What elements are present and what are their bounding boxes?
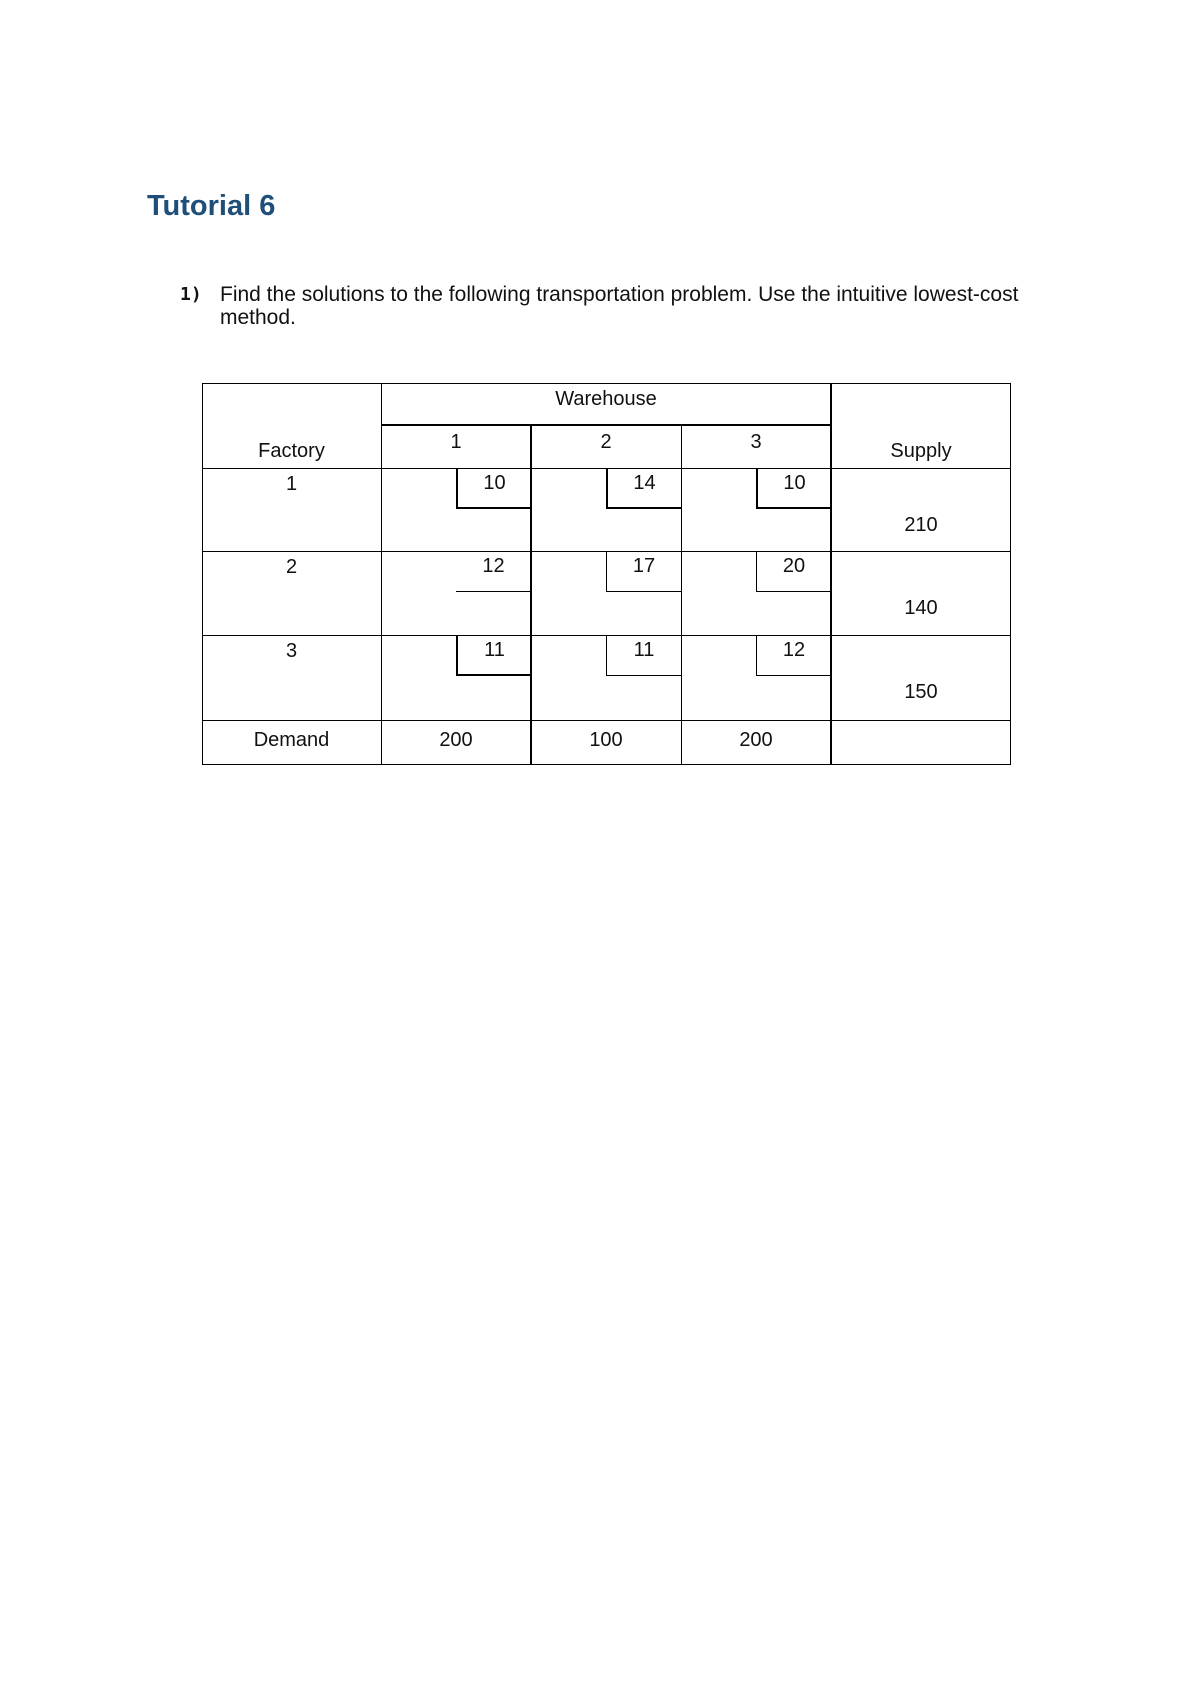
demand-col-3: 200 [739,729,773,751]
table-hline [202,720,1011,721]
demand-label: Demand [253,729,330,751]
factory-header: Factory [258,440,325,462]
cost-cell-3-2: 11 [606,635,681,676]
question-text: Find the solutions to the following transportation problem. Use the intuitive lowest-cost method. [220,283,1019,329]
cost-cell-2-1: 12 [456,551,531,592]
factory-row-2: 2 [285,556,298,578]
supply-row-2: 140 [904,597,938,619]
supply-header: Supply [890,440,952,462]
question-number: 1) [180,284,202,305]
demand-col-2: 100 [589,729,623,751]
cost-cell-3-1: 11 [456,635,531,676]
warehouse-col-3: 3 [750,431,762,453]
table-border-bottom [202,764,1011,765]
cost-cell-2-3: 20 [756,551,831,592]
warehouse-col-1: 1 [450,431,462,453]
cost-cell-1-3: 10 [756,468,831,509]
table-border-top [202,383,1011,384]
warehouse-header: Warehouse [555,388,657,410]
cost-cell-3-3: 12 [756,635,831,676]
warehouse-col-2: 2 [600,431,612,453]
question-1 [180,283,1020,329]
table-hline-thick [381,424,831,426]
factory-row-3: 3 [285,640,298,662]
cost-cell-1-1: 10 [456,468,531,509]
demand-col-1: 200 [439,729,473,751]
page-title: Tutorial 6 [147,190,276,222]
supply-row-1: 210 [904,514,938,536]
factory-row-1: 1 [285,473,298,495]
table-vline [681,425,682,765]
cost-cell-2-2: 17 [606,551,681,592]
cost-cell-1-2: 14 [606,468,681,509]
supply-row-3: 150 [904,681,938,703]
transportation-table [202,383,1011,765]
